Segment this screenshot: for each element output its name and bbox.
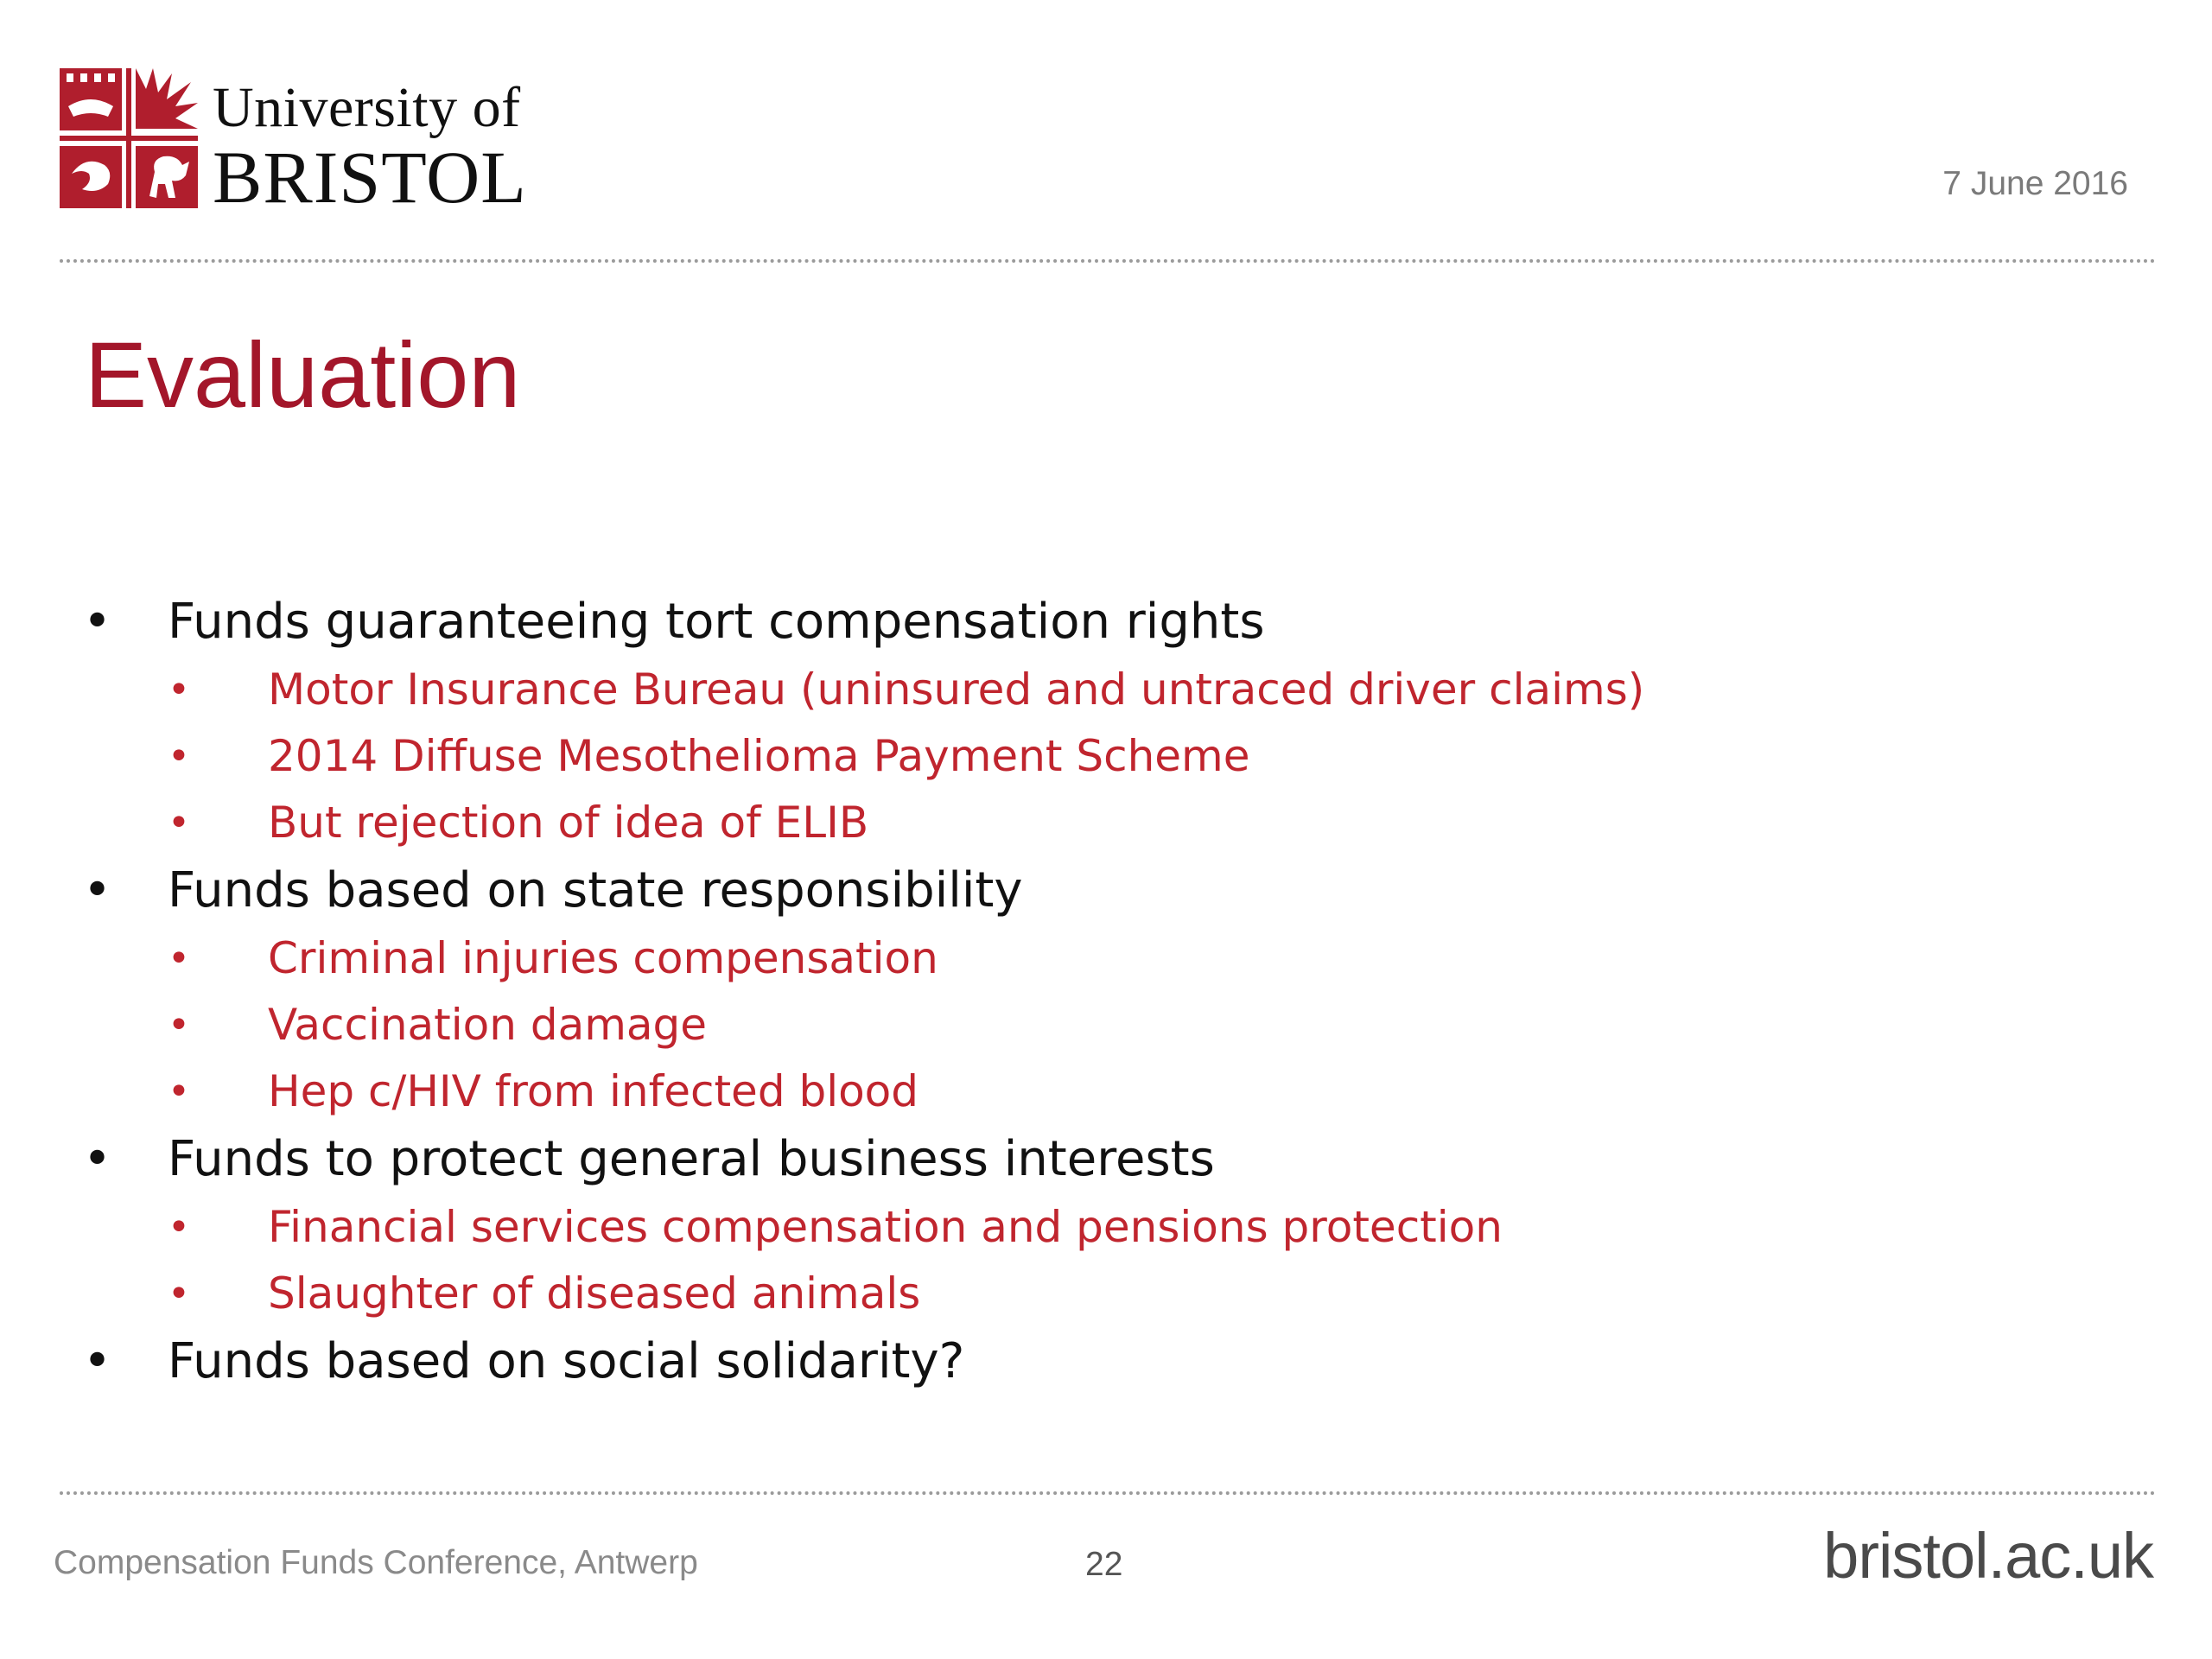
slide-title: Evaluation xyxy=(85,322,521,427)
conference-name: Compensation Funds Conference, Antwerp xyxy=(54,1544,698,1581)
sub-bullet-marker: • xyxy=(168,1205,190,1249)
sub-bullet-item xyxy=(168,657,2108,723)
sub-bullet-marker: • xyxy=(168,1272,190,1316)
sub-bullet-item xyxy=(168,723,2108,790)
bullet-marker: • xyxy=(83,862,112,918)
bullet-text: Funds based on state responsibility xyxy=(168,862,1023,918)
sub-bullet-marker: • xyxy=(168,1070,190,1114)
sub-bullet-marker: • xyxy=(168,801,190,845)
bullet-item xyxy=(78,1327,2108,1396)
sub-bullet-item xyxy=(168,992,2108,1058)
sub-bullet-item xyxy=(168,925,2108,992)
slide-date: 7 June 2016 xyxy=(1942,165,2128,202)
sub-bullet-item xyxy=(168,1261,2108,1327)
header-divider xyxy=(60,259,2157,263)
bullet-text: Funds to protect general business interests xyxy=(168,1131,1215,1187)
sub-bullet-list xyxy=(168,1194,2108,1327)
university-crest-icon xyxy=(60,68,198,208)
bullet-marker: • xyxy=(83,594,112,650)
bullet-item xyxy=(78,588,2108,856)
bullet-text: Funds based on social solidarity? xyxy=(168,1333,965,1389)
page-number: 22 xyxy=(1085,1546,1123,1583)
sub-bullet-text: But rejection of idea of ELIB xyxy=(268,798,869,848)
sub-bullet-text: Financial services compensation and pensions protection xyxy=(268,1202,1503,1252)
sub-bullet-text: 2014 Diffuse Mesothelioma Payment Scheme xyxy=(268,731,1250,781)
bullet-marker: • xyxy=(83,1333,112,1389)
sub-bullet-item xyxy=(168,1058,2108,1125)
sub-bullet-text: Motor Insurance Bureau (uninsured and untraced driver claims) xyxy=(268,664,1645,715)
bullet-marker: • xyxy=(83,1131,112,1187)
sub-bullet-marker: • xyxy=(168,1003,190,1047)
sub-bullet-marker: • xyxy=(168,937,190,981)
sub-bullet-text: Hep c/HIV from infected blood xyxy=(268,1066,919,1116)
university-wordmark xyxy=(213,76,527,219)
website-link[interactable]: bristol.ac.uk xyxy=(1823,1520,2153,1592)
wordmark-line-1: University of xyxy=(213,76,521,139)
sub-bullet-marker: • xyxy=(168,734,190,779)
bullet-item xyxy=(78,856,2108,1125)
sub-bullet-list xyxy=(168,925,2108,1125)
footer-divider xyxy=(60,1491,2157,1495)
sub-bullet-list xyxy=(168,657,2108,856)
sub-bullet-marker: • xyxy=(168,668,190,712)
sub-bullet-item xyxy=(168,1194,2108,1261)
sub-bullet-text: Vaccination damage xyxy=(268,1000,708,1050)
bullet-list xyxy=(78,588,2108,1396)
sub-bullet-item xyxy=(168,790,2108,856)
bullet-item xyxy=(78,1125,2108,1327)
sub-bullet-text: Slaughter of diseased animals xyxy=(268,1268,921,1319)
bullet-text: Funds guaranteeing tort compensation rights xyxy=(168,594,1265,650)
sub-bullet-text: Criminal injuries compensation xyxy=(268,933,938,983)
wordmark-line-2: BRISTOL xyxy=(213,136,527,219)
